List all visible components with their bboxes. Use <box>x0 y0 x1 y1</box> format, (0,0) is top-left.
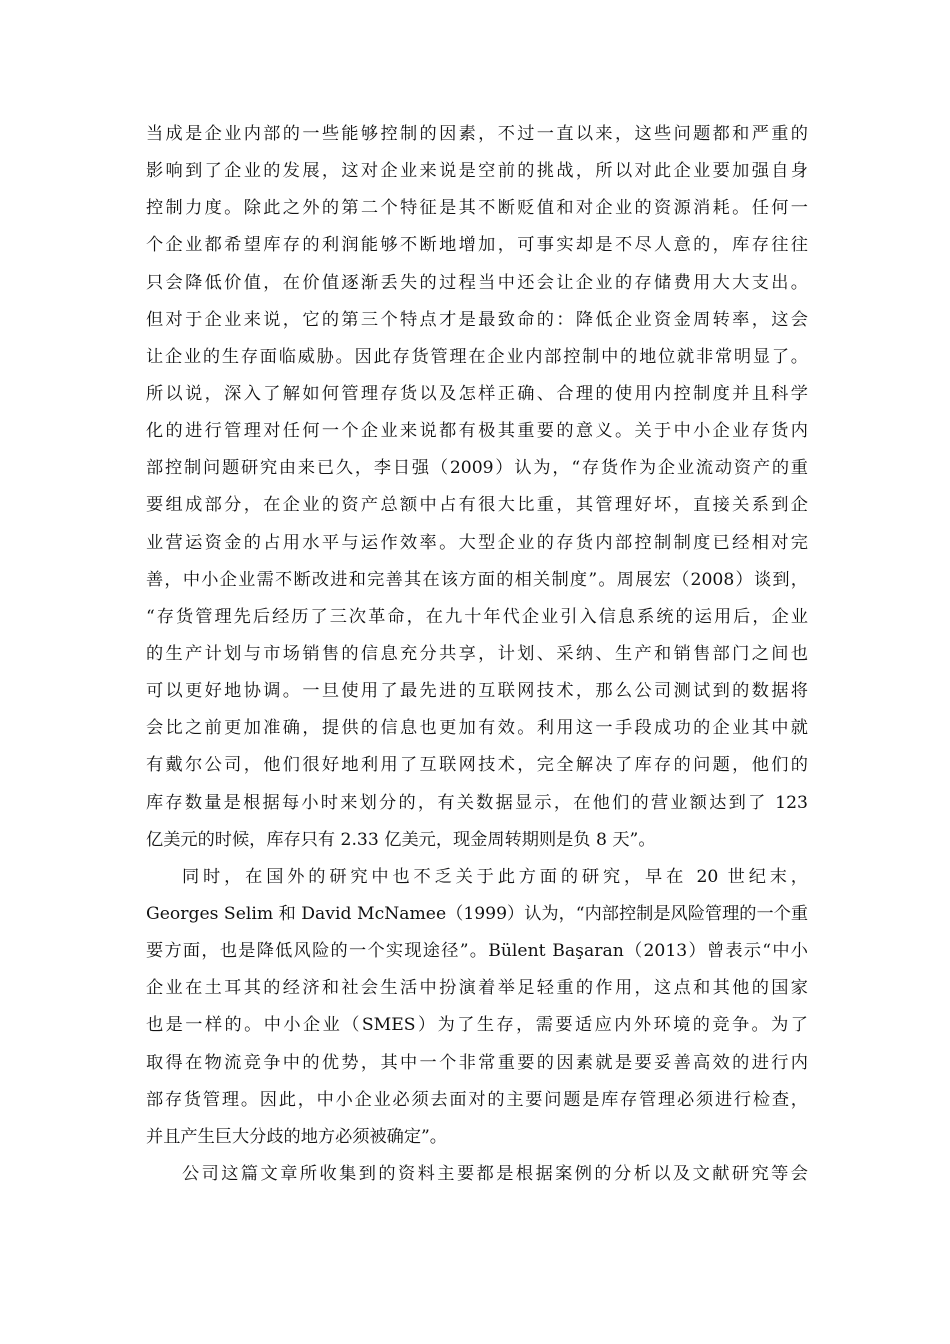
text-line: 的生产计划与市场销售的信息充分共享，计划、采纳、生产和销售部门之间也 <box>146 643 808 664</box>
text-line: 企业在土耳其的经济和社会生活中扮演着举足轻重的作用，这点和其他的国家 <box>146 978 808 999</box>
text-line: 部存货管理。因此，中小企业必须去面对的主要问题是库存管理必须进行检查， <box>146 1089 808 1110</box>
text-line: 只会降低价值，在价值逐渐丢失的过程当中还会让企业的存储费用大大支出。 <box>146 272 808 293</box>
text-line: 并且产生巨大分歧的地方必须被确定”。 <box>146 1126 447 1147</box>
text-line: 当成是企业内部的一些能够控制的因素，不过一直以来，这些问题都和严重的 <box>146 124 808 144</box>
text-line: 也是一样的。中小企业（SMES）为了生存，需要适应内外环境的竞争。为了 <box>146 1015 808 1036</box>
text-line: 让企业的生存面临威胁。因此存货管理在企业内部控制中的地位就非常明显了。 <box>146 346 808 367</box>
text-line: 要方面，也是降低风险的一个实现途径”。Bülent Başaran（2013）曾表示“中小 <box>146 941 808 962</box>
text-line: 公司这篇文章所收集到的资料主要都是根据案例的分析以及文献研究等会 <box>182 1163 808 1184</box>
text-line: 但对于企业来说，它的第三个特点才是最致命的：降低企业资金周转率，这会 <box>146 309 808 330</box>
text-line: 要组成部分，在企业的资产总额中占有很大比重，其管理好坏，直接关系到企 <box>146 495 808 516</box>
body-text <box>146 116 808 1193</box>
text-line: 化的进行管理对任何一个企业来说都有极其重要的意义。关于中小企业存货内 <box>146 421 808 442</box>
text-line: 有戴尔公司，他们很好地利用了互联网技术，完全解决了库存的问题，他们的 <box>146 755 808 776</box>
text-line: 部控制问题研究由来已久，李日强（2009）认为，“存货作为企业流动资产的重 <box>146 458 808 479</box>
text-line: “存货管理先后经历了三次革命，在九十年代企业引入信息系统的运用后，企业 <box>146 606 808 627</box>
text-line: 个企业都希望库存的利润能够不断地增加，可事实却是不尽人意的，库存往往 <box>146 235 808 256</box>
text-line: 会比之前更加准确，提供的信息也更加有效。利用这一手段成功的企业其中就 <box>146 718 808 739</box>
text-line: 所以说，深入了解如何管理存货以及怎样正确、合理的使用内控制度并且科学 <box>146 383 808 404</box>
text-line: 同时，在国外的研究中也不乏关于此方面的研究，早在 20 世纪末， <box>182 866 808 887</box>
text-line: 业营运资金的占用水平与运作效率。大型企业的存货内部控制制度已经相对完 <box>146 532 808 553</box>
text-line: 善，中小企业需不断改进和完善其在该方面的相关制度”。周展宏（2008）谈到， <box>146 569 808 590</box>
text-line: 取得在物流竞争中的优势，其中一个非常重要的因素就是要妥善高效的进行内 <box>146 1052 808 1073</box>
text-line: 影响到了企业的发展，这对企业来说是空前的挑战，所以对此企业要加强自身 <box>146 161 808 182</box>
text-line: 库存数量是根据每小时来划分的，有关数据显示，在他们的营业额达到了 123 <box>146 792 808 813</box>
text-line: 亿美元的时候，库存只有 2.33 亿美元，现金周转期则是负 8 天”。 <box>146 829 656 850</box>
text-line: 控制力度。除此之外的第二个特征是其不断贬值和对企业的资源消耗。任何一 <box>146 198 808 219</box>
text-line: 可以更好地协调。一旦使用了最先进的互联网技术，那么公司测试到的数据将 <box>146 681 808 702</box>
text-line: Georges Selim 和 David McNamee（1999）认为，“内部控制是风险管理的一个重 <box>146 903 809 924</box>
